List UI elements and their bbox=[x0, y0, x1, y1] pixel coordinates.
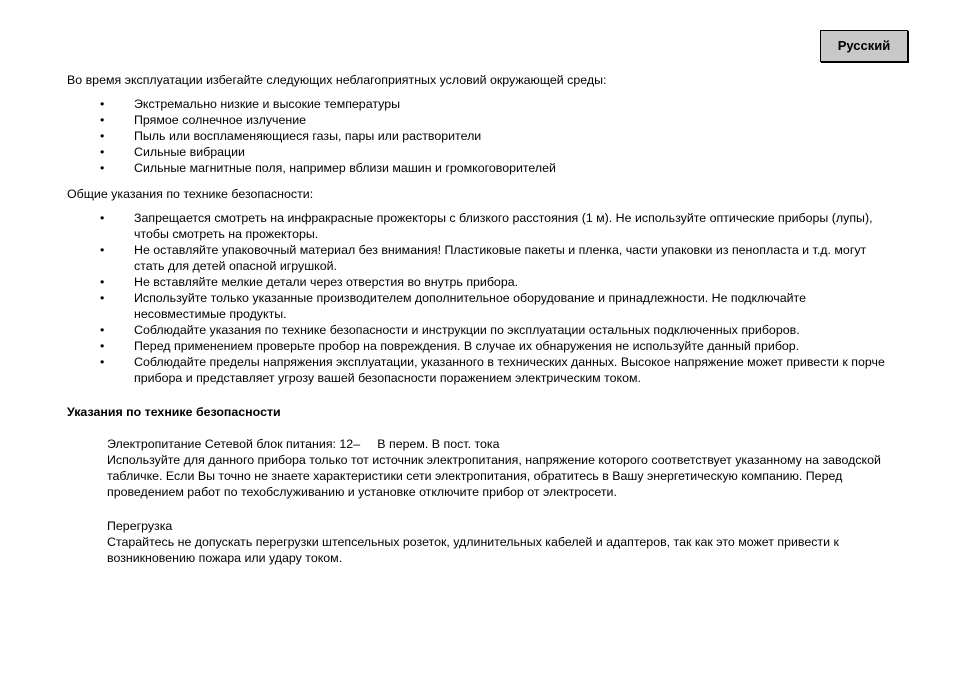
list-item: • Пыль или воспламеняющиеся газы, пары или растворители bbox=[100, 129, 482, 143]
environment-conditions-list bbox=[67, 96, 897, 176]
overload-section bbox=[107, 518, 897, 566]
bullet-icon: • bbox=[100, 113, 105, 127]
bullet-icon: • bbox=[100, 323, 105, 337]
list-item: • Сильные вибрации bbox=[100, 145, 245, 159]
bullet-icon: • bbox=[100, 243, 105, 257]
bullet-icon: • bbox=[100, 97, 105, 111]
list-item: • Запрещается смотреть на инфракрасные прожекторы с близкого расстояния (1 м). Не используйте оптические приборы (лупы), чтобы смотреть на прожекторы. bbox=[100, 211, 873, 241]
bullet-icon: • bbox=[100, 211, 105, 225]
bullet-icon: • bbox=[100, 145, 105, 159]
list-item: • Используйте только указанные производителем дополнительное оборудование и принадлежности. Не подключайте несовместимые продукты. bbox=[100, 291, 806, 321]
document-body bbox=[67, 72, 897, 566]
bullet-icon: • bbox=[100, 129, 105, 143]
overload-text: Старайтесь не допускать перегрузки штепсельных розеток, удлинительных кабелей и адаптеров, так как это может привести к возникновению пожара или удару током. bbox=[107, 535, 839, 565]
safety-section-heading: Указания по технике безопасности bbox=[67, 405, 281, 419]
list-item: • Сильные магнитные поля, например вблизи машин и громкоговорителей bbox=[100, 161, 556, 175]
language-badge: Русский bbox=[820, 30, 908, 62]
list-item: • Соблюдайте указания по технике безопасности и инструкции по эксплуатации остальных подключенных приборов. bbox=[100, 323, 800, 337]
list-item: • Не оставляйте упаковочный материал без внимания! Пластиковые пакеты и пленка, части упаковки из пенопласта и т.д. могут стать для детей опасной игрушкой. bbox=[100, 243, 867, 273]
overload-title: Перегрузка bbox=[107, 519, 173, 533]
power-supply-text: Используйте для данного прибора только тот источник электропитания, напряжение которого соответствует указанному на заводской табличке. Если Вы точно не знаете характеристики сети электропитания, обратитесь в Вашу энергетическую компанию. Перед проведением работ по техобслуживанию и установке отключите прибор от электросети. bbox=[107, 453, 881, 499]
bullet-icon: • bbox=[100, 161, 105, 175]
bullet-icon: • bbox=[100, 275, 105, 289]
list-item: • Перед применением проверьте пробор на повреждения. В случае их обнаружения не используйте данный прибор. bbox=[100, 339, 800, 353]
environment-intro: Во время эксплуатации избегайте следующих неблагоприятных условий окружающей среды: bbox=[67, 73, 607, 87]
power-supply-section bbox=[107, 436, 897, 500]
general-safety-heading: Общие указания по технике безопасности: bbox=[67, 187, 314, 201]
bullet-icon: • bbox=[100, 339, 105, 353]
list-item: • Экстремально низкие и высокие температуры bbox=[100, 97, 400, 111]
list-item: • Прямое солнечное излучение bbox=[100, 113, 307, 127]
bullet-icon: • bbox=[100, 355, 105, 369]
bullet-icon: • bbox=[100, 291, 105, 305]
list-item: • Не вставляйте мелкие детали через отверстия во внутрь прибора. bbox=[100, 275, 519, 289]
list-item: • Соблюдайте пределы напряжения эксплуатации, указанного в технических данных. Высокое напряжение может привести к порче прибора и представляет угрозу вашей безопасности поражением электрическим током. bbox=[100, 355, 885, 385]
general-safety-list bbox=[67, 210, 897, 386]
power-supply-title: Электропитание Сетевой блок питания: 12– В перем. В пост. тока bbox=[107, 437, 500, 451]
